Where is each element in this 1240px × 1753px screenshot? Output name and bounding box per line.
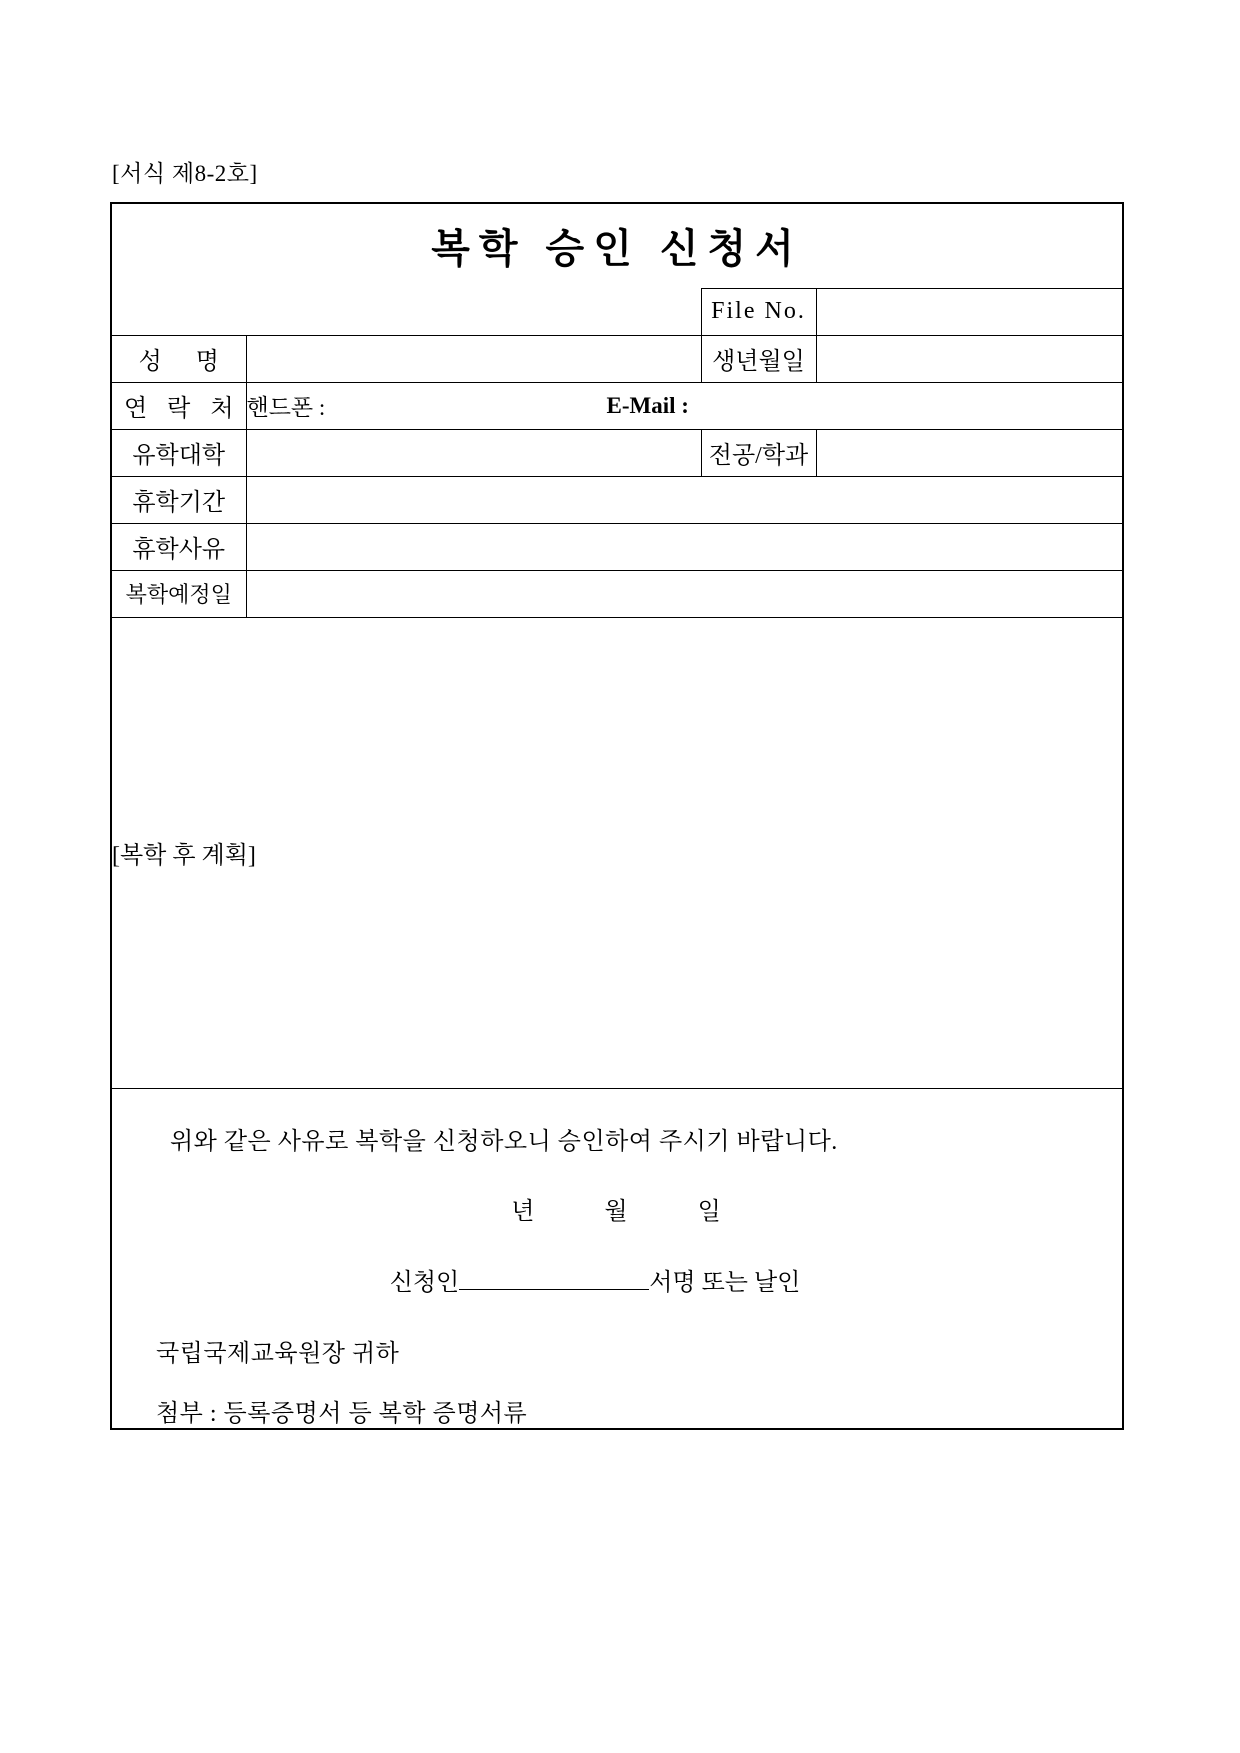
leave-reason-value[interactable] xyxy=(246,523,1123,570)
page-title: 복학 승인 신청서 xyxy=(431,226,803,272)
form-code: [서식 제8-2호] xyxy=(112,161,258,186)
leave-period-row xyxy=(111,476,1123,523)
month-label: 월 xyxy=(604,1198,630,1225)
title-cell xyxy=(111,203,1123,289)
name-value[interactable] xyxy=(246,335,701,382)
birth-label: 생년월일 xyxy=(701,335,816,382)
plan-cell[interactable] xyxy=(111,617,1123,1088)
date-line xyxy=(142,1199,1092,1225)
leave-reason-label: 휴학사유 xyxy=(111,523,246,570)
major-label: 전공/학과 xyxy=(701,429,816,476)
leave-period-label: 휴학기간 xyxy=(111,476,246,523)
email-label: E-Mail : xyxy=(606,392,689,418)
university-value[interactable] xyxy=(246,429,701,476)
major-value[interactable] xyxy=(816,429,1123,476)
university-row xyxy=(111,429,1123,476)
university-label: 유학대학 xyxy=(111,429,246,476)
contact-row xyxy=(111,382,1123,429)
plan-heading: [복학 후 계획] xyxy=(112,843,256,870)
contact-label: 연 락 처 xyxy=(111,382,246,429)
file-no-label: File No. xyxy=(701,288,816,335)
title-row xyxy=(111,203,1123,289)
year-label: 년 xyxy=(511,1198,537,1225)
name-row xyxy=(111,335,1123,382)
day-label: 일 xyxy=(697,1198,723,1225)
applicant-label: 신청인 xyxy=(389,1270,460,1297)
phone-label: 핸드폰 : xyxy=(246,395,326,421)
recipient-line: 국립국제교육원장 귀하 xyxy=(156,1340,400,1367)
return-date-row xyxy=(111,570,1123,617)
return-date-value[interactable] xyxy=(246,570,1123,617)
closing-row xyxy=(111,1088,1123,1428)
attachment-line: 첨부 : 등록증명서 등 복학 증명서류 xyxy=(156,1401,528,1428)
contact-value-cell[interactable] xyxy=(246,382,1123,429)
signature-note: 서명 또는 날인 xyxy=(649,1270,801,1297)
name-label: 성 명 xyxy=(111,335,246,382)
file-no-row xyxy=(111,288,1123,335)
application-form-table xyxy=(110,202,1124,1430)
plan-row xyxy=(111,617,1123,1088)
file-no-value[interactable] xyxy=(816,288,1123,335)
birth-value[interactable] xyxy=(816,335,1123,382)
leave-reason-row xyxy=(111,523,1123,570)
closing-statement: 위와 같은 사유로 복학을 신청하오니 승인하여 주시기 바랍니다. xyxy=(170,1128,838,1155)
return-date-label: 복학예정일 xyxy=(111,570,246,617)
leave-period-value[interactable] xyxy=(246,476,1123,523)
file-no-spacer xyxy=(111,288,701,335)
signature-line xyxy=(142,1267,1092,1296)
signature-input[interactable] xyxy=(459,1267,649,1290)
closing-cell xyxy=(111,1088,1123,1428)
